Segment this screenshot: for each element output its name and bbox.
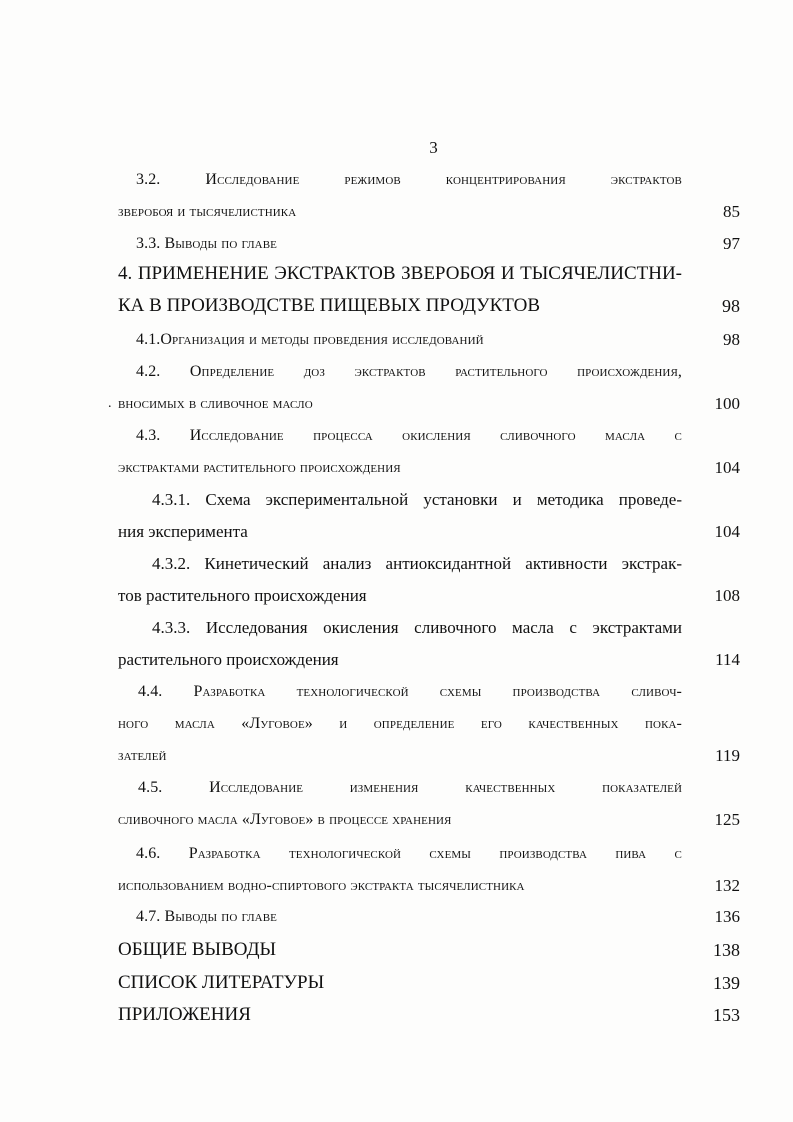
- toc-entry-4-3-2: [0, 550, 793, 578]
- toc-entry-4-2-cont: [0, 390, 793, 418]
- toc-general-conclusions: [0, 936, 793, 964]
- toc-entry-title-continued: тов растительного происхождения: [118, 586, 367, 605]
- toc-page-number: 153: [713, 1005, 740, 1025]
- toc-entry-title: 4.1.Организация и методы проведения исследований: [136, 331, 484, 348]
- toc-entry-4-3-2-cont: [0, 582, 793, 610]
- toc-entry-4-1: [0, 326, 793, 354]
- toc-chapter-title-continued: КА В ПРОИЗВОДСТВЕ ПИЩЕВЫХ ПРОДУКТОВ: [118, 295, 541, 316]
- toc-page-number: 136: [714, 907, 740, 926]
- toc-page-number: 132: [714, 876, 740, 895]
- toc-entry-title-continued: зверобоя и тысячелистника: [118, 203, 297, 220]
- toc-entry-4-3-3: [0, 614, 793, 642]
- toc-entry-4-4: [0, 678, 793, 706]
- toc-page-number: 104: [714, 522, 740, 541]
- toc-page-number: 85: [723, 202, 740, 221]
- toc-chapter-title: 4. ПРИМЕНЕНИЕ ЭКСТРАКТОВ ЗВЕРОБОЯ И ТЫСЯЧЕЛИСТНИ-: [118, 263, 682, 284]
- toc-entry-title-continued: растительного происхождения: [118, 650, 339, 669]
- toc-references: [0, 969, 793, 997]
- toc-entry-title: 3.3. Выводы по главе: [136, 235, 277, 252]
- toc-entry-3-3: [0, 230, 793, 258]
- toc-entry-title: 4.2. Определение доз экстрактов растительного происхождения,: [136, 363, 682, 380]
- toc-page-number: 97: [723, 234, 740, 253]
- toc-entry-4-5: [0, 774, 793, 802]
- toc-page-number: 114: [715, 650, 740, 669]
- toc-entry-4-3-3-cont: [0, 646, 793, 674]
- toc-page-number: 100: [714, 394, 740, 413]
- toc-page-number: 125: [714, 810, 740, 829]
- toc-entry-title-continued: вносимых в сливочное масло: [118, 395, 313, 412]
- toc-entry-title: 4.3.1. Схема экспериментальной установки и методика проведе-: [152, 490, 682, 509]
- toc-entry-title-continued: использованием водно-спиртового экстракта тысячелистника: [118, 877, 525, 894]
- toc-entry-title: 4.3.3. Исследования окисления сливочного масла с экстрактами: [152, 618, 682, 637]
- page-number: 3: [429, 138, 438, 157]
- toc-section-title: ПРИЛОЖЕНИЯ: [118, 1004, 251, 1025]
- toc-entry-4-6: [0, 840, 793, 868]
- toc-page-number: 139: [713, 973, 740, 993]
- toc-page-number: 104: [714, 458, 740, 477]
- toc-entry-4-4-cont: [0, 710, 793, 738]
- toc-appendices: [0, 1001, 793, 1029]
- toc-entry-4-7: [0, 903, 793, 931]
- toc-entry-3-2-cont: [0, 198, 793, 226]
- toc-page-number: 98: [723, 330, 740, 349]
- toc-entry-title-continued: ного масла «Луговое» и определение его качественных пока-: [118, 715, 682, 732]
- toc-page-number: 98: [722, 296, 740, 316]
- toc-entry-4-3-1-cont: [0, 518, 793, 546]
- toc-entry-title: 4.4. Разработка технологической схемы производства сливоч-: [138, 683, 682, 700]
- toc-entry-title-continued: сливочного масла «Луговое» в процессе хранения: [118, 811, 452, 828]
- toc-page-number: 108: [714, 586, 740, 605]
- toc-chapter-4-cont: [0, 292, 793, 320]
- toc-entry-4-5-cont: [0, 806, 793, 834]
- toc-chapter-4: [0, 260, 793, 288]
- toc-entry-title-continued: ния эксперимента: [118, 522, 248, 541]
- toc-section-title: ОБЩИЕ ВЫВОДЫ: [118, 939, 277, 960]
- scan-speck: .: [108, 396, 112, 411]
- toc-entry-4-3-cont: [0, 454, 793, 482]
- toc-entry-title: 4.7. Выводы по главе: [136, 908, 277, 925]
- toc-entry-title: 3.2. Исследование режимов концентрирования экстрактов: [136, 171, 682, 188]
- toc-entry-3-2: [0, 166, 793, 194]
- toc-entry-title: 4.3. Исследование процесса окисления сливочного масла с: [136, 427, 682, 444]
- toc-entry-title: 4.5. Исследование изменения качественных показателей: [138, 779, 682, 796]
- toc-entry-4-2: [0, 358, 793, 386]
- toc-entry-title: 4.3.2. Кинетический анализ антиоксидантной активности экстрак-: [152, 554, 682, 573]
- toc-entry-4-3: [0, 422, 793, 450]
- toc-page-number: 119: [715, 746, 740, 765]
- toc-entry-4-3-1: [0, 486, 793, 514]
- toc-entry-4-4-cont2: [0, 742, 793, 770]
- toc-entry-title-continued: зателей: [118, 747, 167, 764]
- toc-section-title: СПИСОК ЛИТЕРАТУРЫ: [118, 972, 325, 993]
- toc-entry-title-continued: экстрактами растительного происхождения: [118, 459, 401, 476]
- toc-entry-title: 4.6. Разработка технологической схемы производства пива с: [136, 845, 682, 862]
- toc-entry-4-6-cont: [0, 872, 793, 900]
- toc-page-number: 138: [713, 940, 740, 960]
